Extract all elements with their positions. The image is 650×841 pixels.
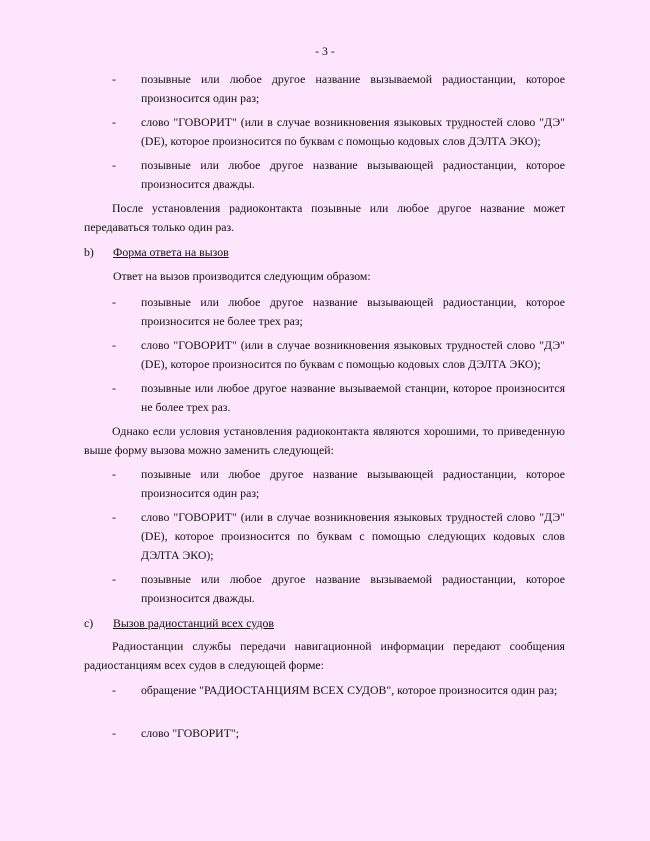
bullet-dash: - bbox=[112, 338, 116, 352]
section-letter: c) bbox=[84, 616, 94, 630]
paragraph: Радиостанции службы передачи навигационной информации передают сообщения радиостанциям всех судов в следующей форме: bbox=[84, 639, 565, 672]
section-title: Форма ответа на вызов bbox=[113, 245, 229, 259]
list-item-text: слово "ГОВОРИТ" (или в случае возникновения языковых трудностей слово "ДЭ" (DE), которое произносится по буквам с помощью кодовых слов ДЭЛТА ЭКО); bbox=[141, 338, 565, 371]
list-item bbox=[112, 570, 565, 608]
list-item-text: слово "ГОВОРИТ"; bbox=[141, 726, 239, 740]
list-item-text: слово "ГОВОРИТ" (или в случае возникновения языковых трудностей слово "ДЭ" (DE), которое произносится по буквам с помощью кодовых слов ДЭЛТА ЭКО); bbox=[141, 115, 565, 148]
list-item bbox=[112, 681, 565, 700]
list-item-text: позывные или любое другое название вызывающей радиостанции, которое произносится не более трех раз; bbox=[141, 295, 565, 328]
bullet-dash: - bbox=[112, 72, 116, 86]
list-item bbox=[112, 465, 565, 503]
list-item bbox=[112, 336, 565, 374]
list-item-text: позывные или любое другое название вызываемой радиостанции, которое произносится дважды. bbox=[141, 572, 565, 605]
list-item bbox=[112, 508, 565, 565]
bullet-dash: - bbox=[112, 158, 116, 172]
paragraph: Ответ на вызов производится следующим образом: bbox=[113, 269, 371, 283]
paragraph: Однако если условия установления радиоконтакта являются хорошими, то приведенную выше форму вызова можно заменить следующей: bbox=[84, 424, 565, 457]
list-item-text: слово "ГОВОРИТ" (или в случае возникновения языковых трудностей слово "ДЭ" (DE), которое произносится по буквам с помощью следующих кодовых слов ДЭЛТА ЭКО); bbox=[141, 510, 565, 562]
list-item-text: позывные или любое другое название вызываемой станции, которое произносится не более трех раз. bbox=[141, 381, 565, 414]
page-number: - 3 - bbox=[315, 44, 335, 58]
bullet-dash: - bbox=[112, 381, 116, 395]
list-item-text: обращение "РАДИОСТАНЦИЯМ ВСЕХ СУДОВ", которое произносится один раз; bbox=[141, 683, 558, 697]
bullet-dash: - bbox=[112, 115, 116, 129]
list-item bbox=[112, 156, 565, 194]
list-item bbox=[112, 70, 565, 108]
bullet-dash: - bbox=[112, 467, 116, 481]
bullet-dash: - bbox=[112, 683, 116, 697]
section-title: Вызов радиостанций всех судов bbox=[113, 616, 274, 630]
paragraph: После установления радиоконтакта позывные или любое другое название может передаваться только один раз. bbox=[84, 201, 565, 234]
list-item bbox=[112, 379, 565, 417]
list-item bbox=[112, 113, 565, 151]
list-item-text: позывные или любое другое название вызываемой радиостанции, которое произносится один раз; bbox=[141, 72, 565, 105]
list-item bbox=[112, 293, 565, 331]
bullet-dash: - bbox=[112, 726, 116, 740]
bullet-dash: - bbox=[112, 572, 116, 586]
list-item bbox=[112, 724, 565, 743]
section-letter: b) bbox=[84, 245, 94, 259]
list-item-text: позывные или любое другое название вызывающей радиостанции, которое произносится один раз; bbox=[141, 467, 565, 500]
bullet-dash: - bbox=[112, 510, 116, 524]
list-item-text: позывные или любое другое название вызывающей радиостанции, которое произносится дважды. bbox=[141, 158, 565, 191]
bullet-dash: - bbox=[112, 295, 116, 309]
